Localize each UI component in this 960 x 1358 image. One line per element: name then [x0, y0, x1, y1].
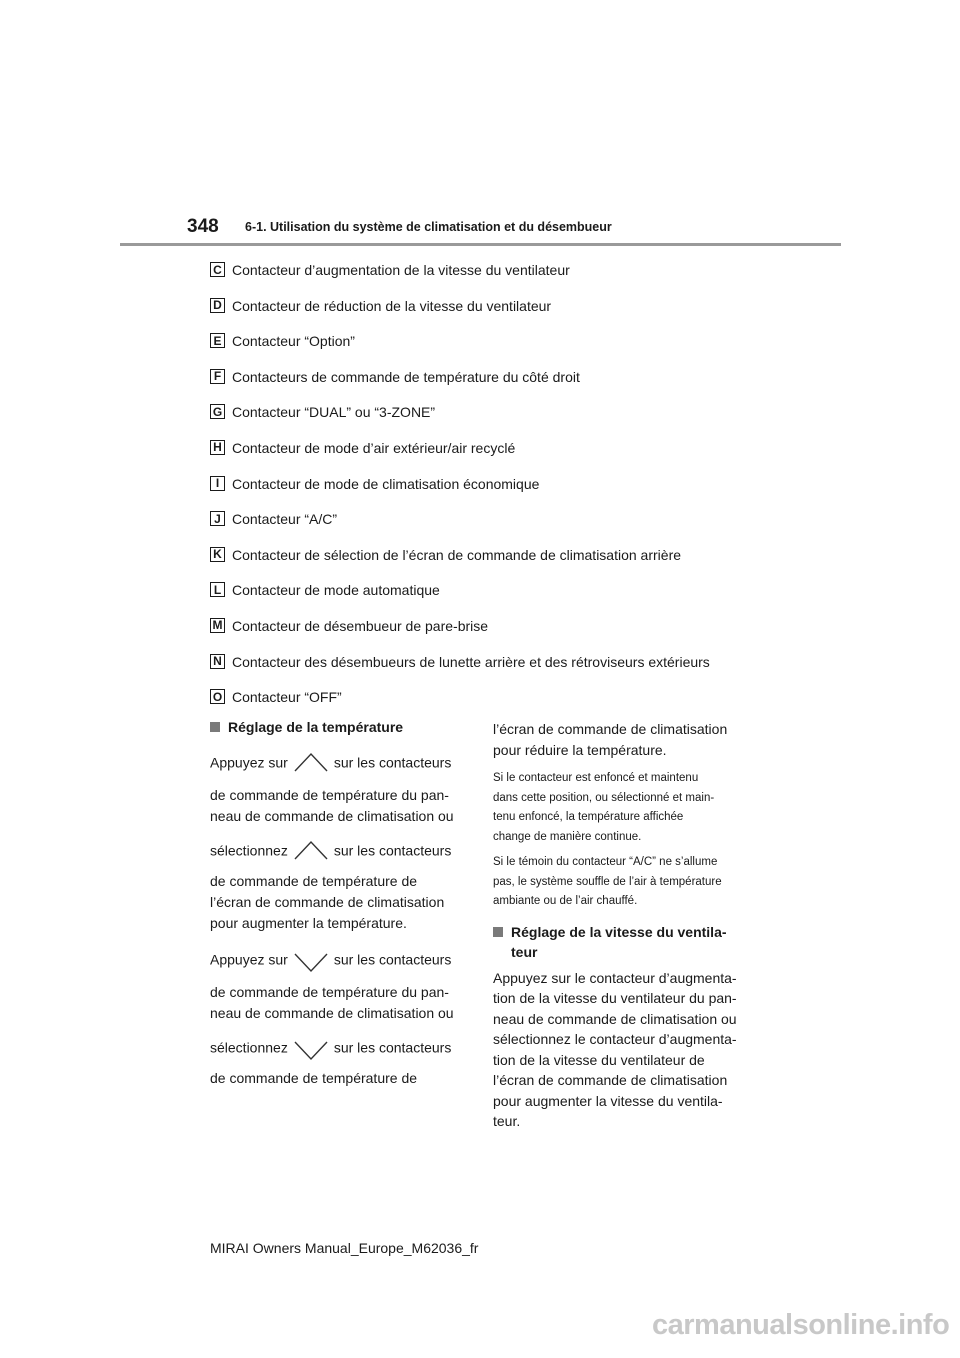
legend-text: Contacteur de désembueur de pare-brise	[232, 617, 489, 634]
legend-badge: K	[210, 547, 225, 562]
footer-watermark: carmanualsonline.info	[652, 1309, 950, 1341]
paragraph-line: pour augmenter la température.	[210, 915, 407, 931]
text: Appuyez sur	[210, 754, 288, 771]
legend-badge: D	[210, 298, 225, 313]
heading-square-icon	[493, 927, 503, 937]
fan-speed-paragraph	[493, 968, 748, 1132]
temperature-heading	[210, 717, 468, 737]
text: sur les contacteurs	[333, 754, 452, 771]
heading-line: Réglage de la vitesse du ventila-	[511, 923, 727, 940]
legend-item	[210, 616, 850, 652]
paragraph-line: neau de commande de climatisation ou	[210, 808, 454, 824]
header-rule	[120, 243, 841, 246]
paragraph-line: neau de commande de climatisation ou	[493, 1010, 737, 1027]
paragraph-line: pour augmenter la vitesse du ventila-	[493, 1092, 723, 1109]
note-line: Si le témoin du contacteur “A/C” ne s’allume	[493, 856, 718, 868]
paragraph-line: sélectionnez le contacteur d’augmenta-	[493, 1031, 737, 1047]
paragraph-line	[210, 948, 468, 974]
legend-badge: O	[210, 689, 225, 704]
paragraph-line: l’écran de commande de climatisation	[210, 894, 445, 910]
fan-speed-heading	[493, 922, 748, 962]
paragraph-line: de commande de température du pan-	[210, 984, 449, 1000]
legend-item	[210, 260, 850, 296]
legend-text: Contacteur “DUAL” ou “3-ZONE”	[232, 404, 436, 421]
paragraph-line	[210, 751, 468, 777]
legend-text: Contacteur “OFF”	[232, 689, 342, 706]
legend-badge: C	[210, 262, 225, 277]
temp-down-arrow-icon	[294, 948, 328, 974]
paragraph-line: de commande de température de	[210, 873, 418, 889]
left-column	[210, 717, 468, 1089]
legend-item	[210, 367, 850, 403]
legend-list	[210, 260, 850, 723]
note-line: Si le contacteur est enfoncé et maintenu	[493, 772, 699, 784]
heading-square-icon	[210, 722, 220, 732]
note-line: tenu enfoncé, la température affichée	[493, 811, 684, 823]
legend-text: Contacteur de mode automatique	[232, 582, 440, 599]
text: sur les contacteurs	[333, 1039, 452, 1056]
legend-text: Contacteur de mode de climatisation économique	[232, 475, 540, 492]
paragraph-line: tion de la vitesse du ventilateur du pan-	[493, 990, 737, 1006]
text: sélectionnez	[210, 842, 288, 859]
legend-badge: I	[210, 476, 225, 491]
text: Appuyez sur	[210, 951, 288, 968]
paragraph-line: de commande de température de	[210, 1070, 418, 1086]
legend-item	[210, 509, 850, 545]
legend-text: Contacteur “Option”	[232, 333, 355, 350]
paragraph-line: tion de la vitesse du ventilateur de	[493, 1051, 705, 1068]
legend-text: Contacteur d’augmentation de la vitesse du ventilateur	[232, 262, 570, 278]
legend-text: Contacteur de mode d’air extérieur/air recyclé	[232, 439, 516, 456]
legend-badge: N	[210, 654, 225, 669]
temp-up-arrow-icon	[294, 839, 328, 865]
section-title: 6-1. Utilisation du système de climatisation et du désembueur	[245, 220, 612, 234]
legend-item	[210, 331, 850, 367]
heading-line: teur	[511, 943, 538, 960]
legend-item	[210, 402, 850, 438]
paragraph-line: l’écran de commande de climatisation	[493, 721, 728, 737]
legend-badge: M	[210, 618, 225, 633]
note-line: dans cette position, ou sélectionné et main-	[493, 791, 715, 804]
temp-up-arrow-icon	[294, 751, 328, 777]
legend-item	[210, 580, 850, 616]
note-line: pas, le système souffle de l’air à température	[493, 875, 722, 888]
legend-text: Contacteur “A/C”	[232, 511, 338, 528]
heading-text: Réglage de la température	[228, 719, 404, 735]
legend-badge: F	[210, 369, 225, 384]
legend-item	[210, 474, 850, 510]
paragraph-line: neau de commande de climatisation ou	[210, 1005, 454, 1021]
legend-item	[210, 296, 850, 332]
note-paragraph	[493, 853, 748, 912]
text: sélectionnez	[210, 1039, 288, 1056]
paragraph-line	[210, 1036, 468, 1062]
paragraph-line: Appuyez sur le contacteur d’augmenta-	[493, 969, 737, 986]
paragraph-line: teur.	[493, 1113, 521, 1129]
legend-text: Contacteur des désembueurs de lunette arrière et des rétroviseurs extérieurs	[232, 653, 710, 670]
legend-badge: G	[210, 404, 225, 419]
legend-item	[210, 545, 850, 581]
legend-badge: J	[210, 511, 225, 526]
paragraph-line: pour réduire la température.	[493, 742, 667, 758]
legend-item	[210, 652, 850, 688]
text: sur les contacteurs	[333, 842, 452, 859]
temp-down-arrow-icon	[294, 1036, 328, 1062]
right-column	[493, 719, 748, 1132]
legend-badge: L	[210, 582, 225, 597]
legend-text: Contacteur de réduction de la vitesse du ventilateur	[232, 297, 552, 314]
footer-manual-name: MIRAI Owners Manual_Europe_M62036_fr	[210, 1240, 479, 1256]
legend-text: Contacteur de sélection de l’écran de commande de climatisation arrière	[232, 546, 682, 563]
legend-badge: H	[210, 440, 225, 455]
paragraph-line	[210, 839, 468, 865]
heading-text	[511, 922, 727, 962]
legend-item	[210, 438, 850, 474]
paragraph-line: de commande de température du pan-	[210, 787, 449, 803]
legend-badge: E	[210, 333, 225, 348]
text: sur les contacteurs	[333, 951, 452, 968]
page-number: 348	[187, 216, 219, 237]
note-line: ambiante ou de l’air chauffé.	[493, 895, 638, 907]
note-paragraph	[493, 769, 748, 847]
legend-text: Contacteurs de commande de température du côté droit	[232, 368, 580, 385]
paragraph-line: l’écran de commande de climatisation	[493, 1072, 728, 1088]
note-line: change de manière continue.	[493, 830, 642, 843]
